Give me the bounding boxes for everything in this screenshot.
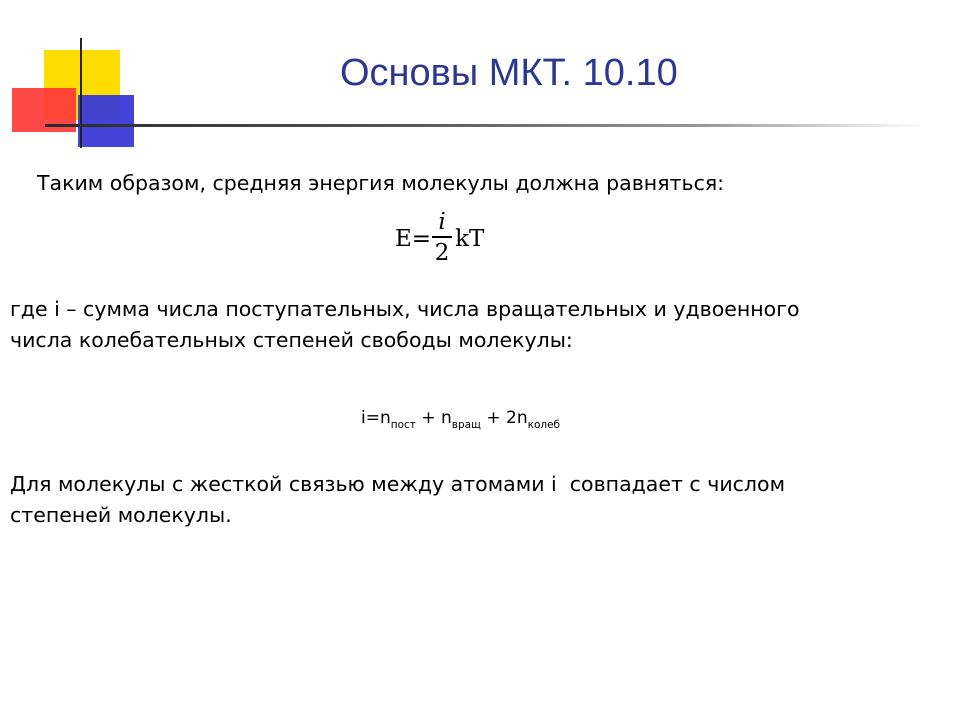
fraction-numerator: i <box>438 209 446 236</box>
intro-text: Таким образом, средняя энергия молекулы должна равняться: <box>37 171 725 195</box>
description-paragraph <box>10 294 945 356</box>
slide-title: Основы МКТ. 10.10 <box>340 52 678 94</box>
rigid-line: степеней молекулы. <box>10 503 232 527</box>
energy-formula-lhs: E= <box>395 226 432 252</box>
description-line: где i – сумма числа поступательных, числа вращательных и удвоенного <box>10 297 800 321</box>
energy-formula-rhs: kT <box>455 226 485 252</box>
decor-vertical-line <box>80 38 82 148</box>
energy-formula-fraction <box>432 209 452 269</box>
fraction-denominator: 2 <box>434 239 450 266</box>
decor-blue-square <box>78 95 134 147</box>
degrees-formula-plus2: + 2n <box>480 408 528 428</box>
title-underline <box>45 124 925 127</box>
rigid-line: Для молекулы с жесткой связью между атомами i совпадает с числом <box>10 472 786 496</box>
subscript-translational: пост <box>390 419 416 431</box>
subscript-rotational: вращ <box>451 419 481 431</box>
rigid-molecule-paragraph <box>10 469 945 531</box>
description-line: числа колебательных степеней свободы молекулы: <box>10 328 573 352</box>
subscript-vibrational: колеб <box>527 419 561 431</box>
degrees-formula-plus1: + n <box>415 408 452 428</box>
degrees-formula-lhs: i=n <box>361 408 391 428</box>
degrees-formula <box>361 408 560 431</box>
energy-formula <box>395 206 484 272</box>
